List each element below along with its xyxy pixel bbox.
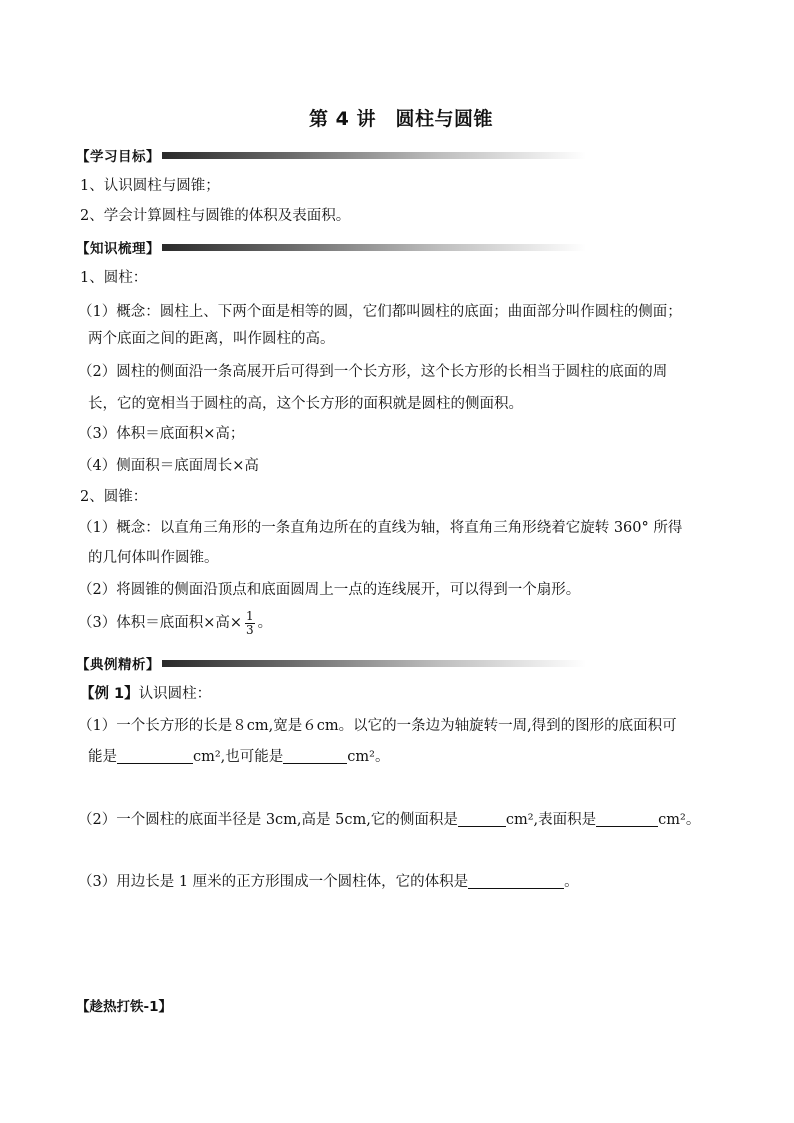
answer-blank-q1a[interactable] xyxy=(117,747,193,764)
q2-text-pre: （2）一个圆柱的底面半径是 3cm,高是 5cm,它的侧面积是 xyxy=(78,812,458,828)
example1-q1-line1: （1）一个长方形的长是８cm,宽是６cm。以它的一条边为轴旋转一周,得到的图形的底面积可 xyxy=(78,718,677,734)
section-label-examples: 【典例精析】 xyxy=(76,657,160,673)
cone-volume-end: 。 xyxy=(257,615,273,631)
goal-item-1: 1、认识圆柱与圆锥； xyxy=(80,178,220,194)
section-divider-bar xyxy=(162,244,586,251)
cylinder-unfold-line2: 长，它的宽相当于圆柱的高，这个长方形的面积就是圆柱的侧面积。 xyxy=(88,396,523,412)
section-label-knowledge: 【知识梳理】 xyxy=(76,241,160,257)
cylinder-lateral-formula: （4）侧面积＝底面周长×高 xyxy=(78,458,259,474)
cone-concept-line2: 的几何体叫作圆锥。 xyxy=(88,550,219,566)
q1-unit-2: cm²。 xyxy=(347,749,390,765)
example1-q1-line2 xyxy=(88,747,389,767)
section-divider-bar xyxy=(162,152,586,159)
example1-title: 认识圆柱： xyxy=(138,686,212,702)
answer-blank-q2a[interactable] xyxy=(458,810,506,827)
cylinder-concept-line2: 两个底面之间的距离，叫作圆柱的高。 xyxy=(88,331,335,347)
section-header-knowledge xyxy=(76,237,586,257)
section-header-examples xyxy=(76,653,586,673)
section-header-goals xyxy=(76,145,586,165)
section-divider-bar xyxy=(162,660,586,667)
example1-q2 xyxy=(78,810,700,830)
cylinder-heading: 1、圆柱： xyxy=(80,270,148,286)
cone-heading: 2、圆锥： xyxy=(80,489,148,505)
goal-item-2: 2、学会计算圆柱与圆锥的体积及表面积。 xyxy=(80,208,351,224)
fraction-denominator: 3 xyxy=(246,622,254,637)
q1-text-pre: 能是 xyxy=(88,749,117,765)
example1-q3 xyxy=(78,872,579,892)
cylinder-unfold-line1: （2）圆柱的侧面沿一条高展开后可得到一个长方形，这个长方形的长相当于圆柱的底面的周 xyxy=(78,364,668,380)
q2-text-post: cm²。 xyxy=(658,812,701,828)
q1-unit-1: cm²,也可能是 xyxy=(193,749,284,765)
section-label-goals: 【学习目标】 xyxy=(76,149,160,165)
cylinder-concept-line1: （1）概念：圆柱上、下两个面是相等的圆，它们都叫圆柱的底面；曲面部分叫作圆柱的侧面； xyxy=(78,304,682,320)
answer-blank-q3[interactable] xyxy=(468,872,564,889)
fraction-numerator: 1 xyxy=(246,608,254,623)
q2-text-mid: cm²,表面积是 xyxy=(505,812,597,828)
q3-text-pre: （3）用边长是 1 厘米的正方形围成一个圆柱体，它的体积是 xyxy=(78,874,469,890)
cone-volume-formula xyxy=(78,608,272,638)
cone-concept-line1: （1）概念：以直角三角形的一条直角边所在的直线为轴，将直角三角形绕着它旋转 360° 所得 xyxy=(78,520,683,536)
section-label-practice: 【趁热打铁-1】 xyxy=(76,999,172,1015)
fraction-one-third xyxy=(244,610,256,637)
cone-unfold-text: （2）将圆锥的侧面沿顶点和底面圆周上一点的连线展开，可以得到一个扇形。 xyxy=(78,582,581,598)
q3-text-post: 。 xyxy=(564,874,579,890)
example1-heading xyxy=(80,684,211,704)
answer-blank-q1b[interactable] xyxy=(283,747,347,764)
answer-blank-q2b[interactable] xyxy=(596,810,658,827)
cylinder-volume-formula: （3）体积＝底面积×高； xyxy=(78,426,245,442)
page-title: 第 4 讲 圆柱与圆锥 xyxy=(309,108,493,130)
cone-volume-text: （3）体积＝底面积×高× xyxy=(78,615,243,631)
example1-label: 【例 1】 xyxy=(80,686,139,702)
